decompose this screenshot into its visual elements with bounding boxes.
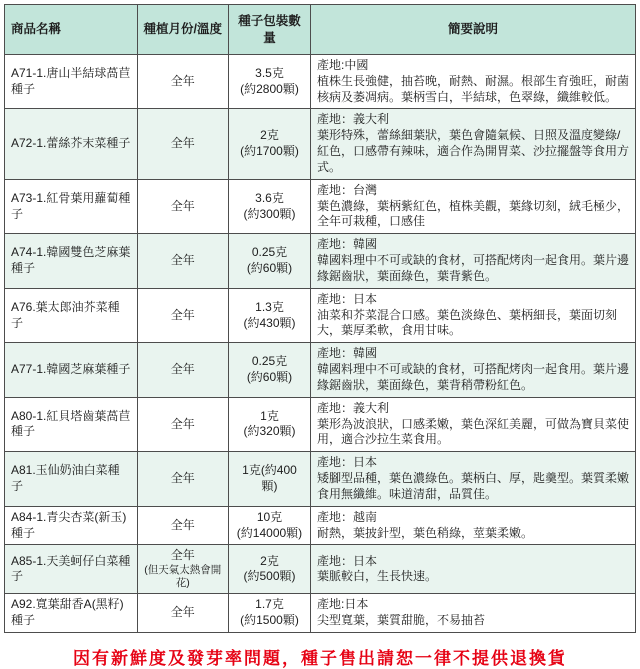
quantity-weight: 3.6克 (255, 190, 284, 205)
quantity-cell (228, 452, 310, 506)
description-cell (311, 594, 636, 633)
product-row (5, 452, 636, 506)
origin-line: 產地：台灣 (317, 182, 378, 197)
product-name: A85-1.天美蚵仔白菜種子 (11, 553, 131, 584)
quantity-cell (228, 109, 310, 179)
description-cell (311, 397, 636, 451)
quantity-weight: 0.25克 (251, 245, 288, 260)
season-value: 全年 (170, 605, 195, 620)
no-refund-notice: 因有新鮮度及發芽率問題，種子售出請恕一律不提供退換貨 (73, 649, 567, 669)
table-header-row (5, 5, 636, 55)
season-value: 全年 (170, 307, 195, 322)
quantity-weight: 3.5克 (255, 65, 284, 80)
season-value: 全年 (170, 136, 195, 151)
season-value: 全年 (170, 548, 195, 563)
quantity-cell (228, 545, 310, 594)
description-cell (311, 506, 636, 545)
description-cell (311, 109, 636, 179)
origin-line: 產地：日本 (317, 455, 378, 470)
product-name-cell (5, 109, 138, 179)
product-row (5, 288, 636, 342)
description-text: 矮腳型品種，葉色濃綠色。葉柄白、厚，匙羹型。葉質柔嫩食用無纖維。味道清甜，品質佳。 (317, 471, 630, 501)
product-name: A77-1.韓國芝麻葉種子 (11, 362, 131, 377)
product-row (5, 343, 636, 397)
quantity-weight: 1克(約400顆) (242, 463, 297, 493)
product-name: A71-1.唐山半結球萵苣種子 (11, 65, 131, 96)
product-name: A81.玉仙奶油白菜種子 (11, 463, 120, 493)
quantity-weight: 10克 (256, 509, 283, 524)
product-name-cell (5, 397, 138, 451)
description-cell (311, 343, 636, 397)
header-product-name: 商品名稱 (5, 5, 138, 55)
quantity-seed-count: (約1700顆) (240, 144, 299, 159)
product-table (4, 4, 636, 633)
product-row (5, 109, 636, 179)
product-row (5, 506, 636, 545)
origin-line: 產地：義大利 (317, 112, 390, 127)
product-row (5, 234, 636, 288)
description-cell (311, 179, 636, 233)
product-name-cell (5, 545, 138, 594)
product-name: A84-1.青尖杏菜(新玉)種子 (11, 509, 127, 540)
description-text: 韓國料理中不可或缺的食材，可搭配烤肉一起食用。葉片邊緣鋸齒狀，葉面綠色，葉背稍帶粉紅色。 (317, 362, 630, 392)
quantity-weight: 1.3克 (255, 299, 284, 314)
quantity-seed-count: (約14000顆) (236, 525, 303, 540)
product-name: A80-1.紅貝塔齒葉萵苣種子 (11, 408, 131, 439)
season-cell (137, 397, 228, 451)
product-row (5, 55, 636, 109)
product-row (5, 594, 636, 633)
origin-line: 產地：越南 (317, 509, 378, 524)
description-cell (311, 545, 636, 594)
season-cell (137, 55, 228, 109)
season-value: 全年 (170, 198, 195, 213)
season-note: (但天氣太熱會開花) (144, 564, 222, 590)
quantity-cell (228, 179, 310, 233)
quantity-cell (228, 397, 310, 451)
season-value: 全年 (170, 517, 195, 532)
header-brief-description: 簡要說明 (311, 5, 636, 55)
product-row (5, 545, 636, 594)
quantity-seed-count: (約300顆) (243, 206, 296, 221)
description-text: 葉形特殊，蕾絲細葉狀，葉色會隨氣候、日照及溫度變綠/紅色，口感帶有辣味，適合作為開胃菜、沙拉擺盤等食用方式。 (317, 128, 630, 174)
description-text: 尖型寬葉，葉質甜脆，不易抽苔 (317, 613, 486, 628)
season-value: 全年 (170, 362, 195, 377)
season-cell (137, 506, 228, 545)
origin-line: 產地：韓國 (317, 237, 378, 252)
season-cell (137, 234, 228, 288)
description-text: 韓國料理中不可或缺的食材，可搭配烤肉一起食用。葉片邊緣鋸齒狀，葉面綠色，葉背紫色。 (317, 253, 630, 283)
quantity-weight: 2克 (260, 128, 279, 143)
description-text: 耐熱，葉披針型，葉色稍綠，莖葉柔嫩。 (317, 525, 534, 540)
quantity-seed-count: (約430顆) (243, 315, 296, 330)
quantity-seed-count: (約60顆) (246, 261, 293, 276)
product-table-body (5, 55, 636, 633)
quantity-weight: 0.25克 (251, 354, 288, 369)
product-name-cell (5, 343, 138, 397)
product-name: A74-1.韓國雙色芝麻葉種子 (11, 245, 131, 276)
product-name: A72-1.蕾絲芥末菜種子 (11, 136, 131, 151)
quantity-cell (228, 506, 310, 545)
season-cell (137, 594, 228, 633)
season-cell (137, 452, 228, 506)
quantity-seed-count: (約2800顆) (240, 81, 299, 96)
description-cell (311, 55, 636, 109)
season-cell (137, 109, 228, 179)
quantity-seed-count: (約1500顆) (240, 613, 299, 628)
product-name-cell (5, 234, 138, 288)
description-text: 植株生長強健，抽苔晚，耐熱、耐濕。根部生育強旺，耐菌核病及萎凋病。葉柄雪白，半結球，色翠綠，纖維較低。 (317, 73, 630, 104)
description-cell (311, 234, 636, 288)
description-text: 葉形為波浪狀，口感柔嫩，葉色深紅美麗，可做為寶貝菜使用，適合沙拉生菜食用。 (317, 416, 630, 447)
origin-line: 產地:中國 (317, 58, 369, 72)
quantity-cell (228, 594, 310, 633)
quantity-seed-count: (約60顆) (246, 369, 293, 384)
season-cell (137, 288, 228, 342)
product-row (5, 397, 636, 451)
origin-line: 產地：義大利 (317, 400, 390, 415)
season-cell (137, 545, 228, 594)
product-name: A92.寬葉甜香A(黑籽)種子 (11, 597, 124, 628)
description-cell (311, 452, 636, 506)
season-value: 全年 (170, 471, 195, 486)
description-text: 葉色濃綠，葉柄紫紅色，植株美觀，葉緣切刻，絨毛極少，全年可栽種，口感佳 (317, 198, 630, 229)
product-name-cell (5, 179, 138, 233)
quantity-seed-count: (約500顆) (243, 569, 296, 584)
product-name-cell (5, 55, 138, 109)
quantity-seed-count: (約320顆) (243, 424, 296, 439)
product-name: A76.葉太郎油芥菜種子 (11, 299, 120, 330)
product-row (5, 179, 636, 233)
quantity-weight: 1.7克 (255, 597, 284, 612)
product-name-cell (5, 594, 138, 633)
season-value: 全年 (170, 416, 195, 431)
product-name: A73-1.紅骨葉用蘿蔔種子 (11, 190, 131, 221)
quantity-cell (228, 288, 310, 342)
description-text: 葉脈較白，生長快速。 (317, 569, 438, 584)
season-cell (137, 179, 228, 233)
origin-line: 產地：韓國 (317, 346, 378, 361)
quantity-cell (228, 234, 310, 288)
quantity-cell (228, 343, 310, 397)
product-name-cell (5, 506, 138, 545)
product-name-cell (5, 452, 138, 506)
header-planting-season: 種植月份/溫度 (137, 5, 228, 55)
season-value: 全年 (170, 253, 195, 268)
origin-line: 產地：日本 (317, 553, 378, 568)
season-cell (137, 343, 228, 397)
origin-line: 產地:日本 (317, 597, 369, 612)
description-text: 油菜和芥菜混合口感。葉色淡綠色、葉柄細長，葉面切刻大，葉厚柔軟，食用甘味。 (317, 307, 618, 338)
product-name-cell (5, 288, 138, 342)
quantity-weight: 2克 (260, 553, 279, 568)
origin-line: 產地：日本 (317, 291, 378, 306)
quantity-cell (228, 55, 310, 109)
header-package-quantity: 種子包裝數量 (228, 5, 310, 55)
season-value: 全年 (170, 73, 195, 88)
quantity-weight: 1克 (260, 408, 279, 423)
description-cell (311, 288, 636, 342)
